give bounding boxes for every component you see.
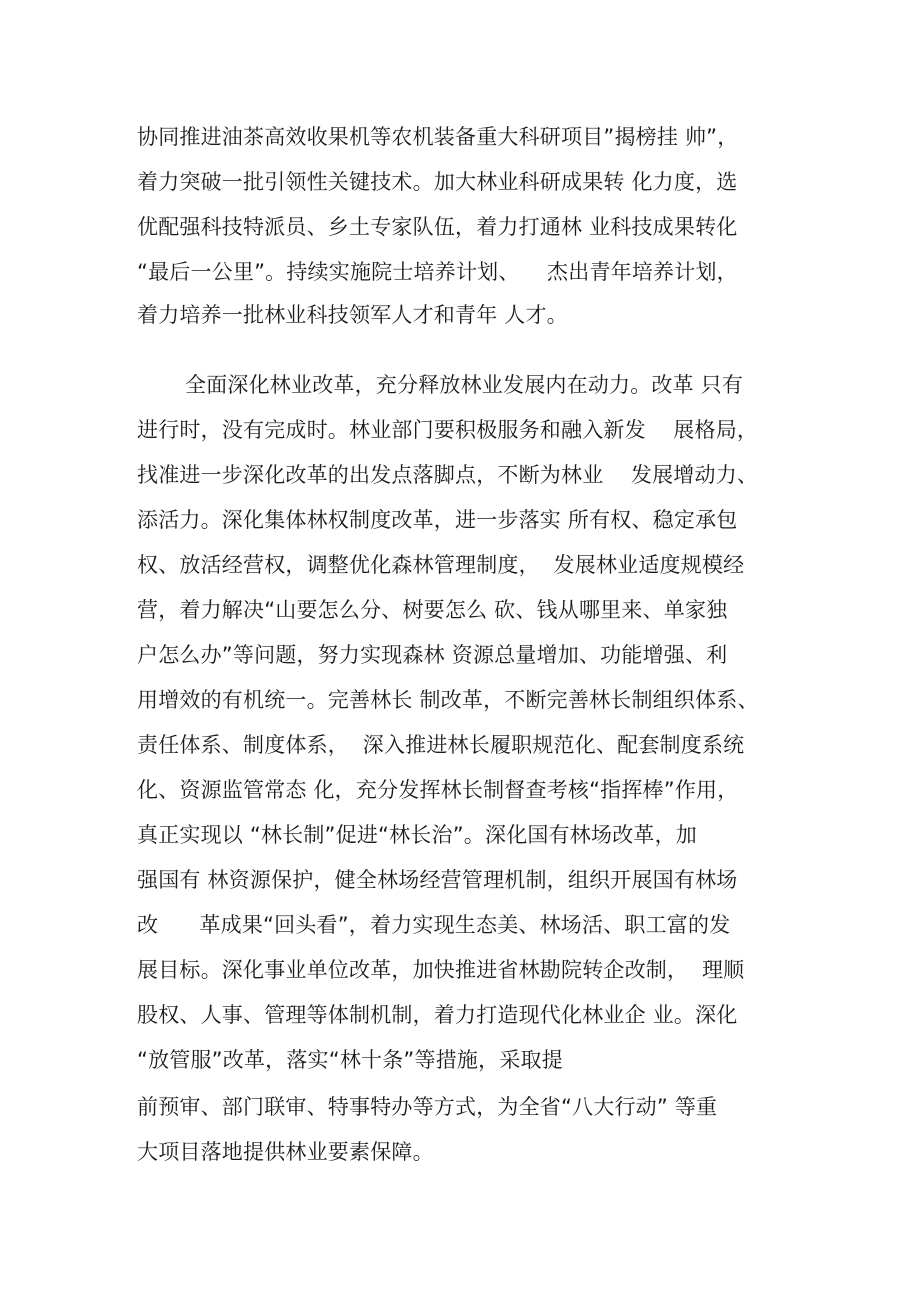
paragraph-2-line-16: “放管服”改革，落实“林十条”等措施，采取提 [137, 1048, 563, 1072]
paragraph-1-line-3: 优配强科技特派员、乡土专家队伍，着力打通林 业科技成果转化 [137, 215, 738, 239]
paragraph-1-line-2: 着力突破一批引领性关键技术。加大林业科研成果转 化力度，选 [137, 170, 738, 194]
paragraph-2-line-6: 营，着力解决“山要怎么分、树要怎么 砍、钱从哪里来、单家独 [137, 598, 728, 622]
paragraph-2-line-10: 化、资源监管常态 化，充分发挥林长制督查考核“指挥棒”作用， [137, 778, 739, 802]
paragraph-2-line-5: 权、放活经营权，调整优化森林管理制度， 发展林业适度规模经 [137, 553, 745, 577]
paragraph-2-line-8: 用增效的有机统一。完善林长 制改革，不断完善林长制组织体系、 [137, 688, 759, 712]
paragraph-2-line-4: 添活力。深化集体林权制度改革，进一步落实 所有权、稳定承包 [137, 508, 738, 532]
paragraph-2-line-1: 全面深化林业改革，充分释放林业发展内在动力。改革 只有 [185, 373, 744, 397]
paragraph-2-line-9: 责任体系、制度体系， 深入推进林长履职规范化、配套制度系统 [137, 733, 745, 757]
paragraph-2-line-17: 前预审、部门联审、特事特办等方式，为全省“八大行动” 等重 [137, 1095, 718, 1119]
paragraph-1-line-5: 着力培养一批林业科技领军人才和青年 人才。 [137, 303, 568, 327]
paragraph-2-line-3: 找准进一步深化改革的出发点落脚点，不断为林业 发展增动力、 [137, 463, 759, 487]
paragraph-2-line-13: 改 革成果“回头看”，着力实现生态美、林场活、职工富的发 [137, 913, 731, 937]
paragraph-2-line-12: 强国有 林资源保护，健全林场经营管理机制，组织开展国有林场 [137, 868, 738, 892]
paragraph-2-line-14: 展目标。深化事业单位改革，加快推进省林勘院转企改制， 理顺 [137, 958, 745, 982]
paragraph-1-line-4: “最后一公里”。持续实施院士培养计划、 杰出青年培养计划， [137, 260, 738, 284]
paragraph-2-line-7: 户怎么办”等问题，努力实现森林 资源总量增加、功能增强、利 [137, 643, 728, 667]
paragraph-1-line-1: 协同推进油茶高效收果机等农机装备重大科研项目”揭榜挂 帅”， [137, 125, 739, 149]
paragraph-2-line-15: 股权、人事、管理等体制机制，着力打造现代化林业企 业。深化 [137, 1003, 738, 1027]
paragraph-2-line-11: 真正实现以 “林长制”促进“林长治”。深化国有林场改革，加 [137, 823, 697, 847]
paragraph-2-line-2: 进行时，没有完成时。林业部门要积极服务和融入新发 展格局， [137, 418, 759, 442]
paragraph-2-line-18: 大项目落地提供林业要素保障。 [137, 1140, 434, 1164]
